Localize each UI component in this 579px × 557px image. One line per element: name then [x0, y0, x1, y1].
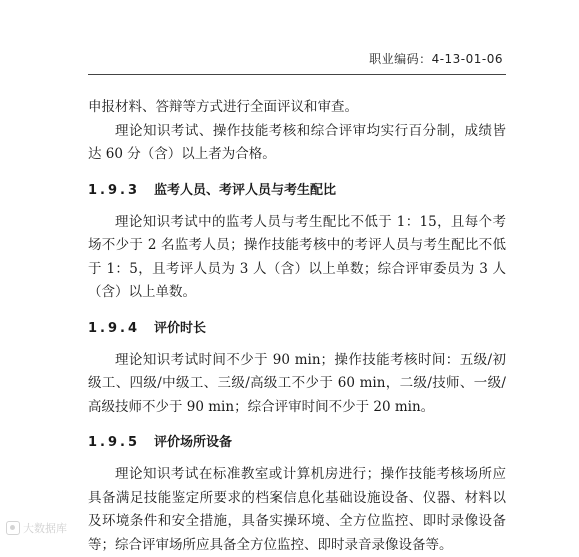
section-heading-1-9-4 — [88, 319, 506, 339]
section-heading-1-9-5 — [88, 433, 506, 453]
occupation-code: 职业编码：4-13-01-06 — [369, 52, 503, 66]
document-body — [88, 96, 506, 557]
paragraph-continuation: 申报材料、答辩等方式进行全面评议和审查。 — [88, 99, 358, 115]
section-title: 评价时长 — [154, 320, 207, 336]
logo-icon — [6, 521, 20, 535]
watermark-text: 大数据库 — [23, 522, 67, 535]
section-paragraph-1-9-3: 理论知识考试中的监考人员与考生配比不低于 1：15，且每个考场不少于 2 名监考人员；操作技能考核中的考评人员与考生配比不低于 1：5，且考评人员为 3 人（含）以上单数；综合评审委员为 3 人（含）以上单数。 — [88, 213, 506, 300]
section-paragraph-1-9-4: 理论知识考试时间不少于 90 min；操作技能考核时间：五级/初级工、四级/中级工、三级/高级工不少于 60 min，二级/技师、一级/高级技师不少于 90 min；综合评审时间不少于 20 min。 — [88, 351, 506, 415]
section-title: 评价场所设备 — [154, 435, 233, 450]
section-title: 监考人员、考评人员与考生配比 — [154, 182, 337, 198]
section-heading-1-9-3 — [88, 181, 506, 201]
section-number: 1.9.5 — [88, 435, 141, 450]
section-number: 1.9.4 — [88, 320, 141, 336]
watermark — [6, 520, 67, 536]
paragraph-scoring: 理论知识考试、操作技能考核和综合评审均实行百分制，成绩皆达 60 分（含）以上者为合格。 — [88, 122, 506, 162]
section-number: 1.9.3 — [88, 182, 141, 198]
header-divider — [88, 74, 506, 75]
section-paragraph-1-9-5: 理论知识考试在标准教室或计算机房进行；操作技能考核场所应具备满足技能鉴定所要求的档案信息化基础设施设备、仪器、材料以及环境条件和安全措施，具备实操环境、全方位监控、即时录像设备等；综合评审场所应具备全方位监控、即时录音录像设备等。 — [88, 466, 506, 553]
